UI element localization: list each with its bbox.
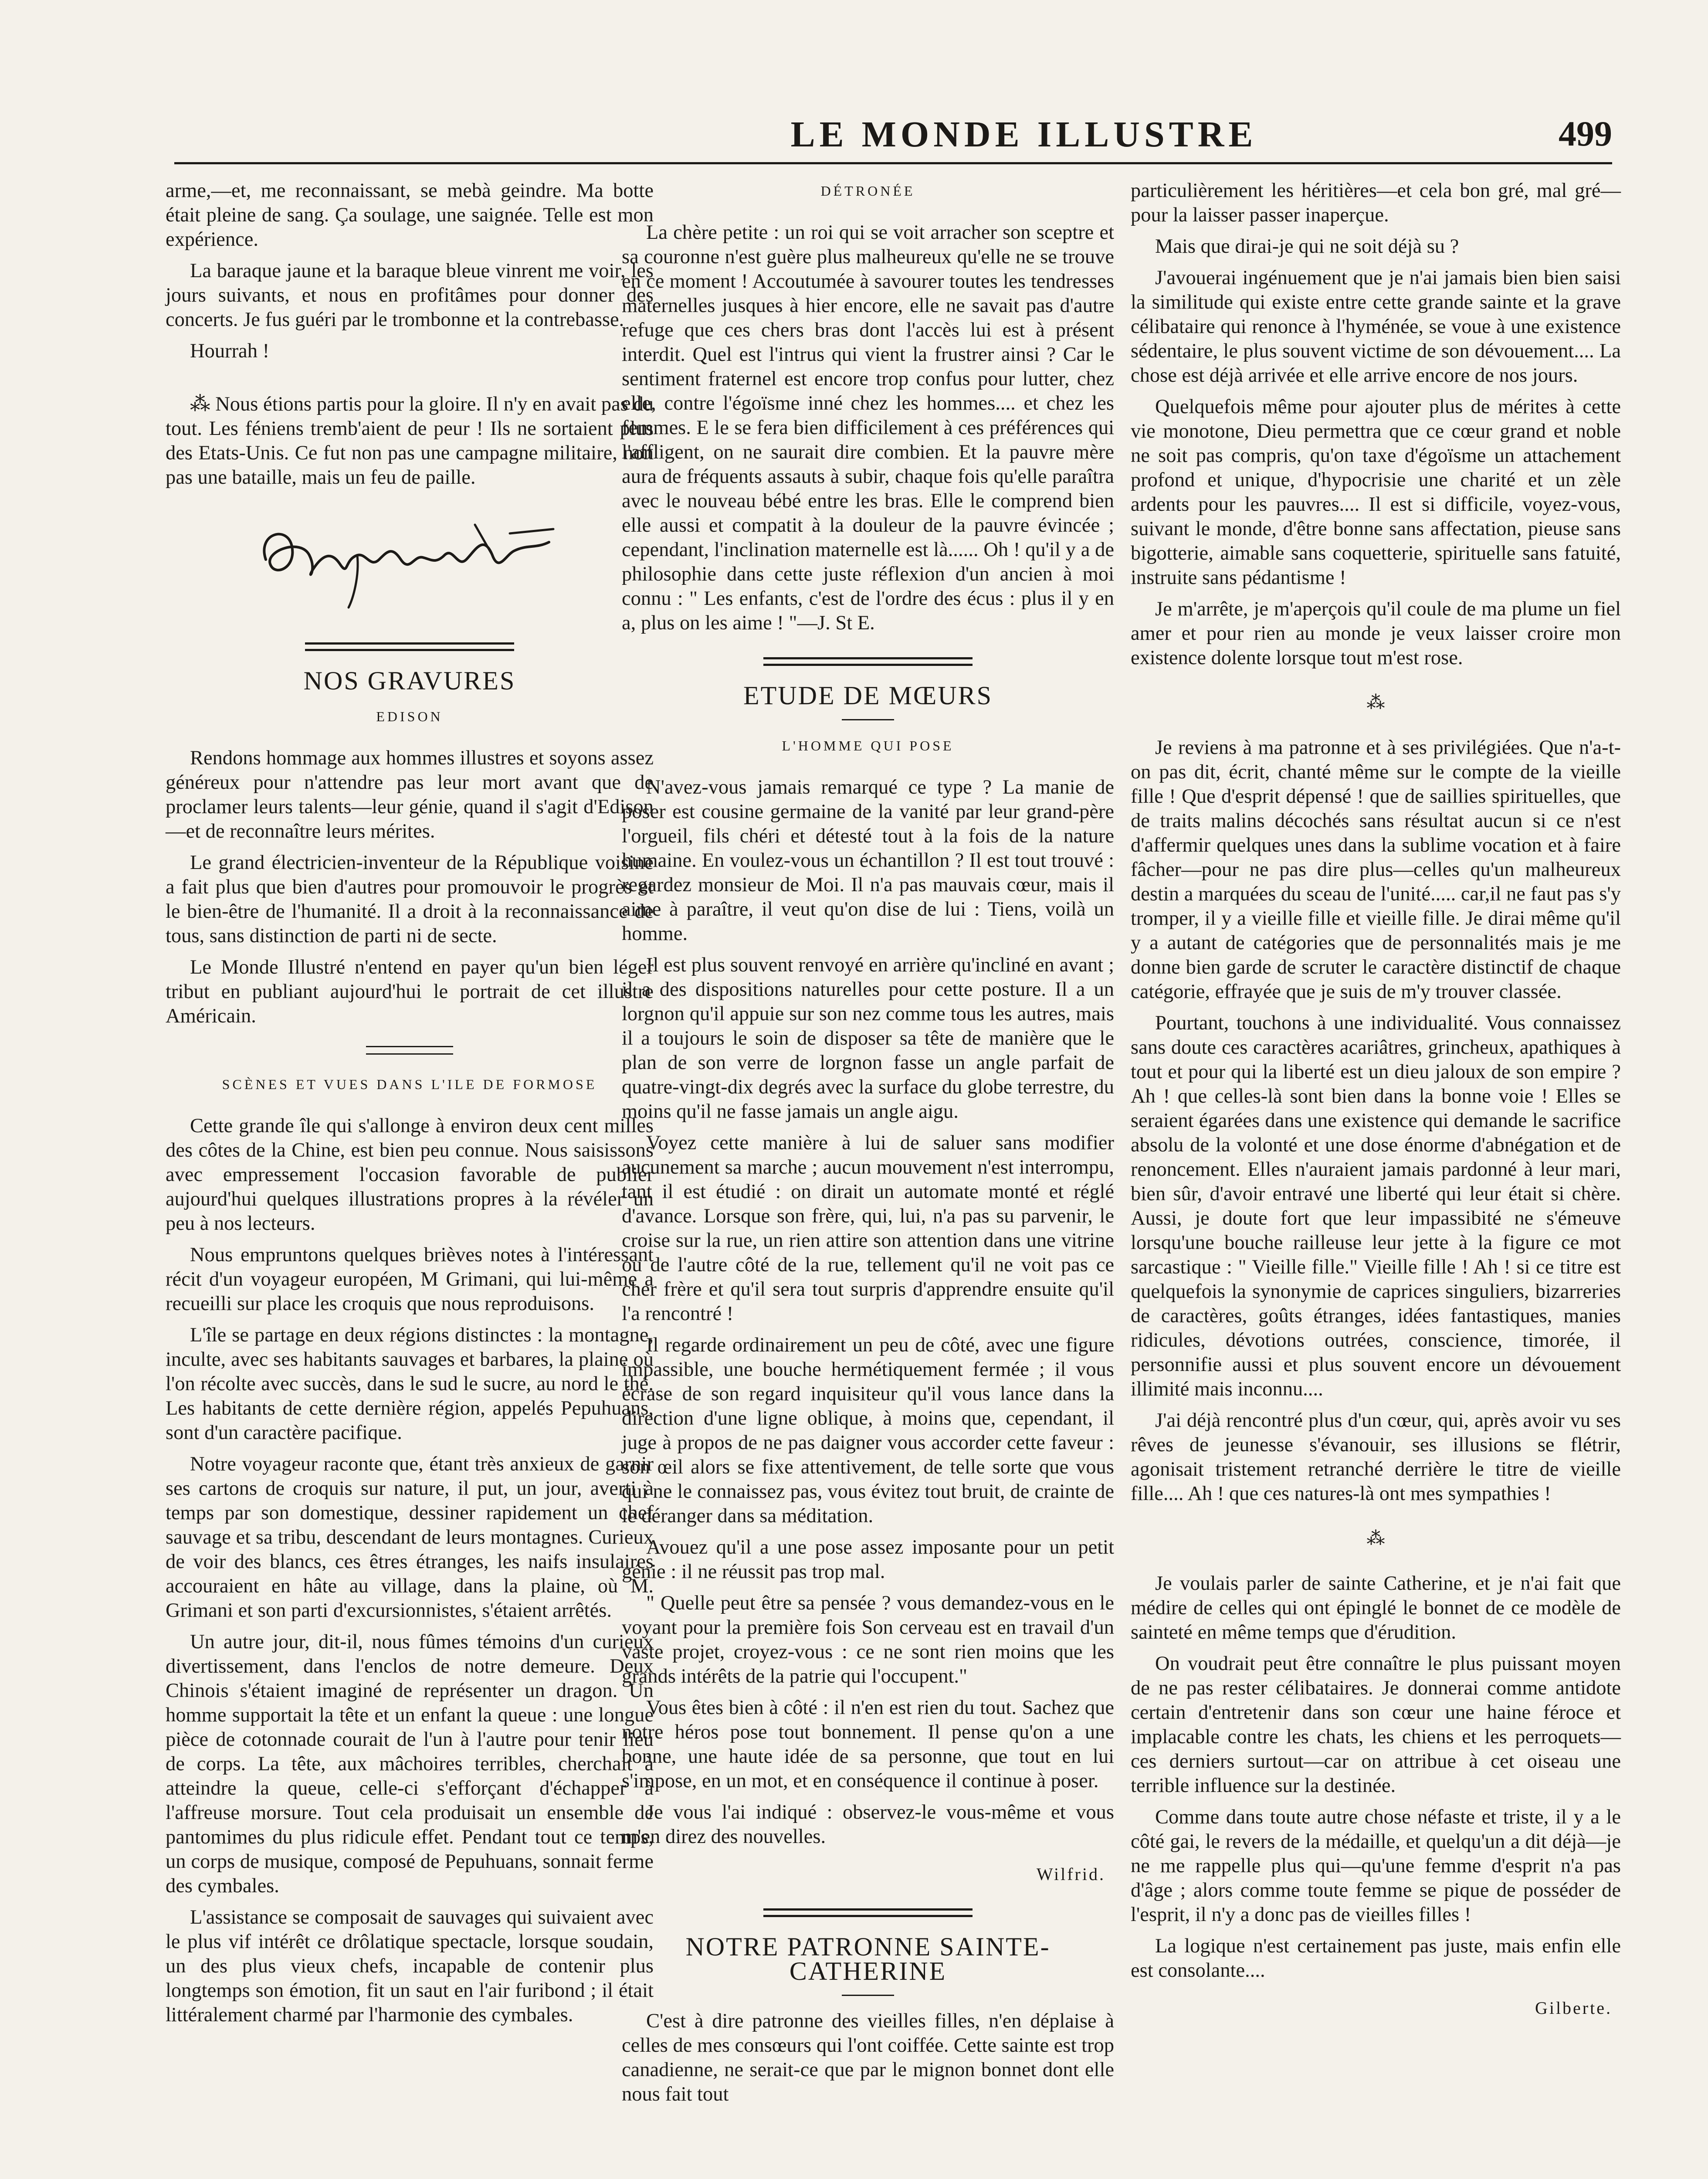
paragraph: Avouez qu'il a une pose assez imposante pour un petit génie : il ne réussit pas trop mal. (622, 1536, 1114, 1583)
section-title: NOS GRAVURES (303, 666, 516, 695)
paragraph: Comme dans toute autre chose néfaste et triste, il y a le côté gai, le revers de la médaille, et quelqu'un a dit déjà—je ne me rappelle plus qui—qu'une femme d'esprit n'a pas d'âge ; alors comme toute femme se pique de posséder de l'esprit, il n'y a donc pas de vieilles filles ! (1131, 1806, 1621, 1926)
paragraph: Il est plus souvent renvoyé en arrière qu'incliné en avant ; il a des dispositions naturelles pour cette posture. Il a un lorgnon qu'il appuie sur son nez comme tous les autres, mais il a toujours le soin de disposer sa tête de manière que le plan de son verre de lorgnon fasse un angle parfait de quatre-vingt-dix degrés avec la surface du globe terrestre, du moins qu'il ne fasse jamais un angle aigu. (622, 954, 1114, 1123)
asterism: ⁂ (1366, 693, 1385, 713)
paragraph: La chère petite : un roi qui se voit arracher son sceptre et sa couronne n'est guère plus malheureux qu'elle ne se trouve en ce moment ! Accoutumée à savourer toutes les tendresses maternelles jusques à hier encore, elle ne savait pas d'autre refuge que ces chers bras dont l'accès lui est à présent interdit. Quel est l'intrus qui vient la frustrer ainsi ? Car le sentiment fraternel est encore trop confus pour lutter, chez elle, contre l'égoïsme inné chez les hommes.... et chez les femmes. E le se fera bien difficilement à ces préférences qui l'affligent, on ne saurait dire combien. Et la pauvre mère aura de fréquents assauts à subir, chaque fois qu'elle paraîtra avec le nouveau bébé entre les bras. Elle le comprend bien elle aussi et compatit à la douleur de la pauvre évincée ; cependant, l'inclination maternelle est là...... Oh ! qu'il y a de philosophie dans cette juste réflexion d'un ancien à moi connu : " Les enfants, c'est de l'ordre des écus : plus il y en a, plus on les aime ! "—J. St E. (622, 221, 1114, 634)
section-divider (763, 1908, 973, 1917)
paragraph: Il regarde ordinairement un peu de côté, avec une figure impassible, une bouche hermétiquement fermée ; il vous écrase de son regard inquisiteur qu'il vous lance dans la direction d'une ligne oblique, à moins que, cependant, il juge à propos de ne pas daigner vous accorder cette faveur : son œil alors se fixe attentivement, de telle sorte que vous qui ne le connaissez pas, vous évitez tout bruit, de crainte de le déranger dans sa méditation. (622, 1334, 1114, 1527)
paragraph: J'ai déjà rencontré plus d'un cœur, qui, après avoir vu ses rêves de jeunesse s'évanouir, ses illusions se flétrir, agonisait tristement retranché derrière le titre de vieille fille.... Ah ! que ces natures-là ont mes sympathies ! (1131, 1409, 1621, 1505)
article-subhead: EDISON (376, 709, 443, 724)
paragraph: La logique n'est certainement pas juste, mais enfin elle est consolante.... (1131, 1935, 1621, 1982)
section-divider (305, 642, 514, 651)
paragraph: Je vous l'ai indiqué : observez-le vous-même et vous m'en direz des nouvelles. (622, 1801, 1114, 1848)
paragraph: Mais que dirai-je qui ne soit déjà su ? (1155, 235, 1459, 258)
paragraph: " Quelle peut être sa pensée ? vous demandez-vous en le voyant pour la première fois Son cerveau est en travail d'un vaste projet, croyez-vous : ce ne sont rien moins que les grands intérêts de la patrie qui l'occupent." (622, 1592, 1114, 1687)
paragraph: Le Monde Illustré n'entend en payer qu'un bien léger tribut en publiant aujourd'hui le portrait de cet illustre Américain. (166, 956, 654, 1027)
article-signature: Gilberte. (1535, 1998, 1612, 2018)
article-title: ETUDE DE MŒURS (743, 681, 993, 710)
paragraph: N'avez-vous jamais remarqué ce type ? La manie de poser est cousine germaine de la vanité par leur grand-père l'orgueil, fils chéri et détesté tout à la fois de la nature humaine. En voulez-vous un échantillon ? Il est tout trouvé : regardez monsieur de Moi. Il n'a pas mauvais cœur, mais il aime à paraître, il veut qu'on dise de lui : Tiens, voilà un homme. (622, 776, 1114, 945)
signature-block (166, 507, 654, 621)
article-signature: Wilfrid. (1036, 1864, 1105, 1884)
column-2 (622, 179, 1114, 2114)
article-title: NOTRE PATRONNE SAINTE-CATHERINE (685, 1932, 1051, 1986)
section-divider (763, 657, 973, 666)
paragraph: Je reviens à ma patronne et à ses privilégiées. Que n'a-t-on pas dit, écrit, chanté même sur le compte de la vieille fille ! Que d'esprit dépensé ! que de saillies spirituelles, que de traits malins décochés sans résultat aucun si ce n'est d'affermir quelques unes dans la sublime vocation et à faire fâcher—pour ne pas dire plus—celles qu'un malheureux destin a marquées du sceau de l'unité..... car,il ne faut pas s'y tromper, il y a vieille fille et vieille fille. Je dirai même qu'il y a autant de catégories que de personnalités mais je me donne bien garde de scruter le caractère distinctif de chaque catégorie, effrayée que je suis de m'y trouver classée. (1131, 737, 1621, 1003)
title-rule (842, 1995, 894, 1996)
paragraph: Le grand électricien-inventeur de la République voisine a fait plus que bien d'autres pour promouvoir le progrès et le bien-être de l'humanité. Il a droit à la reconnaissance de tous, sans distinction de parti ni de secte. (166, 852, 654, 947)
paragraph: Rendons hommage aux hommes illustres et soyons assez généreux pour n'attendre pas leur mort avant que de proclamer leurs talents—leur génie, quand il s'agit d'Edison—et de reconnaître leurs mérites. (166, 747, 654, 842)
paragraph: Un autre jour, dit-il, nous fûmes témoins d'un curieux divertissement, dans l'enclos de notre demeure. Deux Chinois s'étaient imaginé de représenter un dragon. Un homme supportait la tête et un enfant la queue : une longue pièce de cotonnade courait de l'un à l'autre pour tenir lieu de corps. La tête, aux mâchoires terribles, cherchait à atteindre la queue, celle-ci s'efforçant d'échapper à l'affreuse morsure. Tout cela produisait un ensemble de pantomimes du plus ridicule effet. Pendant tout ce temps, un corps de musique, composé de Pepuhuans, sonnait ferme des cymbales. (166, 1631, 654, 1897)
paragraph: Nous empruntons quelques brièves notes à l'intéressant récit d'un voyageur européen, M Grimani, qui lui-même a recueilli sur place les croquis que nous reproduisons. (166, 1244, 654, 1315)
paragraph: L'assistance se composait de sauvages qui suivaient avec le plus vif intérêt ce drôlatique spectacle, lorsque soudain, un des plus vieux chefs, incapable de contenir plus longtemps son émotion, fit un saut en l'air furibond ; il était littéralement charmé par l'harmonie des cymbales. (166, 1906, 654, 2026)
paragraph: Je voulais parler de sainte Catherine, et je n'ai fait que médire de celles qui ont épinglé le bonnet de ce modèle de sainteté en même temps que d'érudition. (1131, 1572, 1621, 1643)
paragraph: Hourrah ! (190, 340, 270, 362)
page-number: 499 (1559, 114, 1612, 153)
paragraph: Pourtant, touchons à une individualité. Vous connaissez sans doute ces caractères acariâtres, grincheux, apathiques à tout et pour qui la liberté est un dieu jaloux de son empire ? Ah ! que celles-là sont bien dans la bonne voie ! Elles se seraient égarées dans une existence qui demande le sacrifice absolu de la volonté et une dose énorme d'abnégation et de renoncement. Elles n'auraient jamais pardonné à leur mari, bien sûr, d'avoir entravé une liberté qui leur était si chère. Aussi, je doute fort que leur impassibité ne s'émeuve lorsqu'une bouche railleuse leur jette à la figure ce mot sarcastique : " Vieille fille." Vieille fille ! Ah ! si ce titre est quelquefois la synonymie de caprices singuliers, bizarreries de caractères, goûts étranges, idées fantastiques, manies ridicules, dévotions outrées, conscience, timorée, il personnifie aussi et plus souvent encore un dévouement illimité mais inconnu.... (1131, 1012, 1621, 1400)
paragraph: Notre voyageur raconte que, étant très anxieux de garnir ses cartons de croquis sur nature, il put, un jour, averti à temps par son domestique, dessiner rapidement un chef sauvage et sa tribu, descendant de leurs montagnes. Curieux de voir des blancs, ces êtres étranges, les naifs insulaires accouraient en hâte au village, dans la plaine, où M. Grimani et son parti d'excursionnistes, s'étaient arrêtés. (166, 1453, 654, 1622)
paragraph: C'est à dire patronne des vieilles filles, n'en déplaise à celles de mes consœurs qui l'ont coiffée. Cette sainte est trop canadienne, ne serait-ce que par le mignon bonnet dont elle nous fait tout (622, 2010, 1114, 2105)
spacer (166, 370, 654, 392)
title-rule (842, 719, 894, 720)
article-subhead: DÉTRONÉE (820, 183, 915, 199)
paragraph: Je m'arrête, je m'aperçois qu'il coule de ma plume un fiel amer et pour rien au monde je veux laisser croire mon existence dolente lorsque tout m'est rose. (1131, 598, 1621, 669)
paragraph: particulièrement les héritières—et cela bon gré, mal gré—pour la laisser passer inaperçue. (1131, 180, 1621, 226)
masthead: LE MONDE ILLUSTRE (790, 114, 1257, 155)
page-header (174, 113, 1612, 174)
handwritten-signature (248, 507, 562, 612)
asterism: ⁂ (1366, 1529, 1385, 1549)
paragraph: Quelquefois même pour ajouter plus de mérites à cette vie monotone, Dieu permettra que ce cœur grand et noble ne soit pas compris, qu'on taxe d'égoïsme un attachement profond et unique, d'hypocrisie une charité et un zèle ardents pour les pauvres.... Il est si difficile, voyez-vous, suivant le monde, d'être bonne sans affectation, pieuse sans bigotterie, aimable sans coquetterie, spirituelle sans fatuité, instruite sans pédantisme ! (1131, 396, 1621, 589)
column-3 (1131, 179, 1621, 2020)
paragraph: On voudrait peut être connaître le plus puissant moyen de ne pas rester célibataires. Je donnerai comme antidote certain d'entretenir dans son cœur une haine féroce et implacable contre les chats, les chiens et les perroquets—ces derniers surtout—car on attribue à cet oiseau une terrible influence sur la destinée. (1131, 1653, 1621, 1797)
paragraph: Voyez cette manière à lui de saluer sans modifier aucunement sa marche ; aucun mouvement n'est interrompu, tant il est étudié : on dirait un automate monté et réglé d'avance. Lorsque son frère, qui, lui, n'a pas su parvenir, le croise sur la rue, un rien attire son attention dans une vitrine ou de l'autre côté de la rue, tellement qu'il ne voit pas ce cher frère et qu'il sera tout surpris d'apprendre ensuite qu'il l'a rencontré ! (622, 1132, 1114, 1325)
paragraph: L'île se partage en deux régions distinctes : la montagne, inculte, avec ses habitants sauvages et barbares, la plaine où l'on récolte avec succès, dans le sud le sucre, au nord le thé. Les habitants de cette dernière région, appelés Pepuhuans, sont d'un caractère pacifique. (166, 1324, 654, 1444)
header-rule (174, 162, 1612, 164)
paragraph: arme,—et, me reconnaissant, se mebà geindre. Ma botte était pleine de sang. Ça soulage, une saignée. Telle est mon expérience. (166, 180, 654, 251)
paragraph: J'avouerai ingénuement que je n'ai jamais bien bien saisi la similitude qui existe entre cette grande sainte et la grave célibataire qui renonce à l'hyménée, se voue à une existence sédentaire, le plus souvent victime de son dévouement.... La chose est déjà arrivée et elle arrive encore de nos jours. (1131, 267, 1621, 387)
paragraph: La baraque jaune et la baraque bleue vinrent me voir, les jours suivants, et nous en profitâmes pour donner des concerts. Je fus guéri par le trombonne et la contrebasse. (166, 260, 654, 331)
paragraph: Cette grande île qui s'allonge à environ deux cent milles des côtes de la Chine, est bien peu connue. Nous saisissons avec empressement l'occasion favorable de publier aujourd'hui quelques illustrations propres à la révéler un peu à nos lecteurs. (166, 1115, 654, 1235)
article-subhead: L'HOMME QUI POSE (782, 738, 954, 753)
ornamental-divider (366, 1046, 453, 1055)
paragraph: ⁂ Nous étions partis pour la gloire. Il n'y en avait pas du tout. Les féniens tremb'aient de peur ! Ils ne sortaient plus des Etats-Unis. Ce fut non pas une campagne militaire, non pas une bataille, mais un feu de paille. (166, 393, 654, 489)
column-1 (166, 179, 654, 2034)
article-subhead: SCÈNES ET VUES DANS L'ILE DE FORMOSE (222, 1076, 597, 1092)
paragraph: Vous êtes bien à côté : il n'en est rien du tout. Sachez que notre héros pose tout bonnement. Il pense qu'on a une bonne, une haute idée de sa personne, que tout en lui s'impose, en un mot, et en conséquence il continue à poser. (622, 1697, 1114, 1792)
